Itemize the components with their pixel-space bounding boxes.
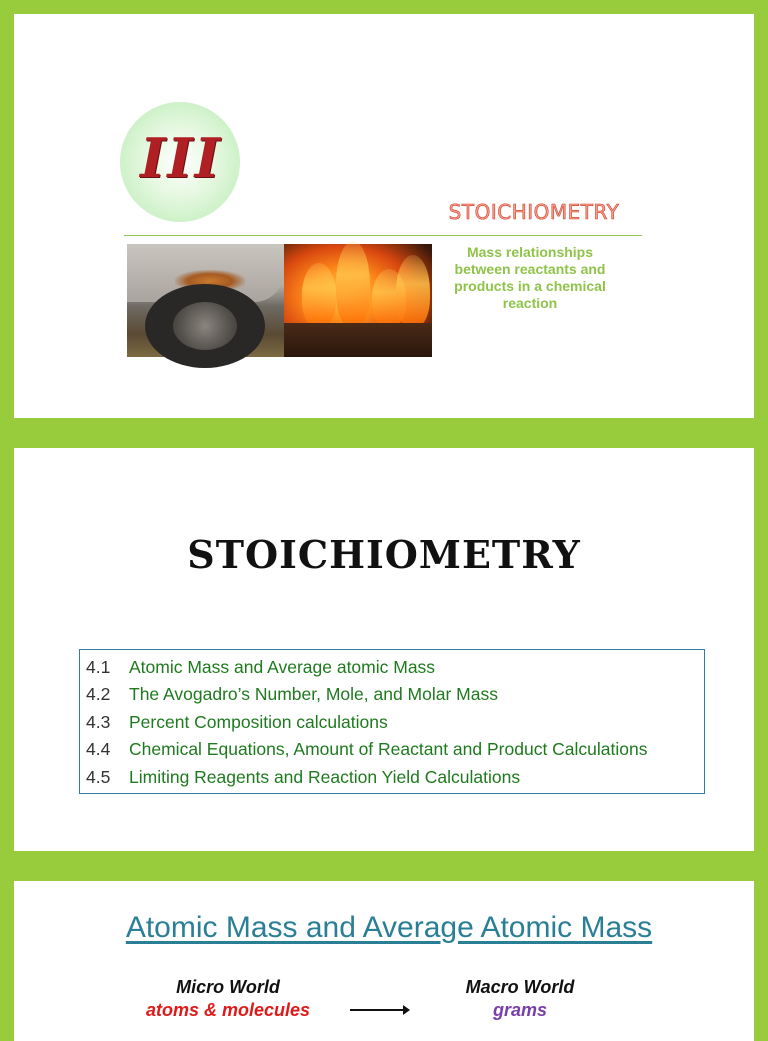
- toc-item-text: The Avogadro’s Number, Mole, and Molar Mass: [129, 684, 498, 705]
- toc-item-number: 4.5: [86, 766, 111, 787]
- slide-title: [14, 14, 754, 418]
- title-divider: [124, 235, 642, 236]
- slide-atomic-mass: [14, 881, 754, 1041]
- toc-item: [80, 654, 704, 681]
- flame-image: [396, 255, 430, 327]
- toc-item: [80, 764, 704, 791]
- toc-item-number: 4.1: [86, 657, 111, 677]
- toc-item-text: Limiting Reagents and Reaction Yield Calculations: [129, 766, 521, 787]
- toc-item-number: 4.2: [86, 684, 111, 705]
- table-of-contents: [79, 649, 705, 794]
- fire-photo: [284, 244, 432, 357]
- toc-item-number: 4.3: [86, 711, 111, 732]
- toc-item-text: Percent Composition calculations: [129, 711, 388, 732]
- macro-world-label: Macro World: [465, 977, 575, 997]
- micro-world-label: Micro World: [176, 977, 280, 997]
- burning-logs-image: [284, 323, 432, 357]
- arrow-right-icon: [350, 1009, 408, 1011]
- micro-world-block: [128, 976, 328, 1022]
- toc-item-text: Atomic Mass and Average atomic Mass: [129, 657, 436, 677]
- rusted-car-photo: [127, 244, 284, 357]
- micro-world-sub: atoms & molecules: [145, 1000, 311, 1020]
- slide3-title: Atomic Mass and Average Atomic Mass: [125, 911, 653, 944]
- toc-item-number: 4.4: [86, 739, 111, 760]
- flame-image: [336, 241, 370, 327]
- slide1-title: STOICHIOMETRY: [448, 200, 620, 224]
- toc-item-text: Chemical Equations, Amount of Reactant and Product Calculations: [129, 739, 648, 760]
- slide1-subtitle: Mass relationships between reactants and products in a chemical reaction: [454, 244, 606, 311]
- flame-image: [302, 263, 336, 327]
- slide2-title: STOICHIOMETRY: [187, 532, 581, 577]
- chapter-numeral: III: [140, 126, 222, 190]
- toc-item: [80, 709, 704, 736]
- wheel-hub-image: [173, 302, 237, 350]
- toc-item: [80, 736, 704, 763]
- macro-world-sub: grams: [492, 1000, 548, 1020]
- toc-item: [80, 681, 704, 708]
- macro-world-block: [420, 976, 620, 1022]
- slide-contents: [14, 448, 754, 851]
